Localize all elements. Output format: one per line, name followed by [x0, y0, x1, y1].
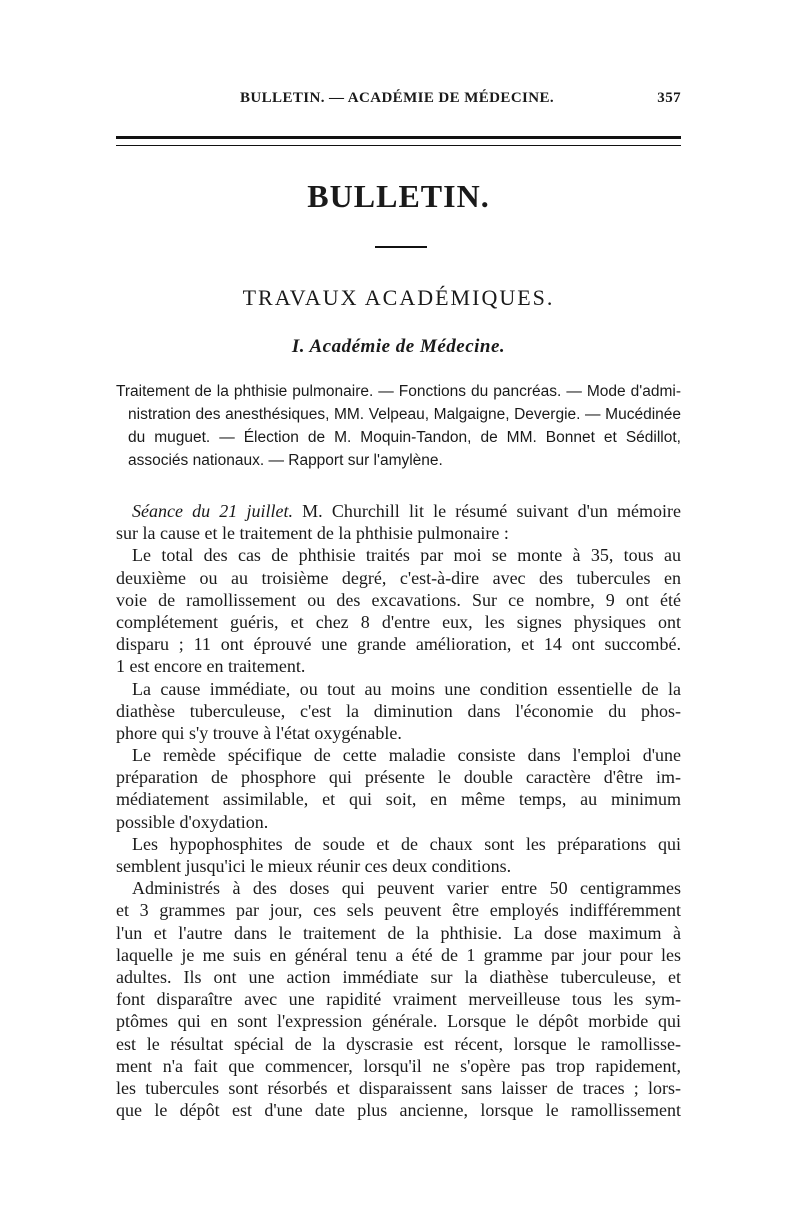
body-line: diathèse tuberculeuse, c'est la diminution dans l'économie du phos-	[116, 700, 681, 721]
body-line: complétement guéris, et chez 8 d'entre eux, les signes physiques ont	[116, 611, 681, 632]
body-line: Le remède spécifique de cette maladie consiste dans l'emploi d'une	[132, 745, 681, 766]
summary-line: Traitement de la phthisie pulmonaire. — Fonctions du pancréas. — Mode d'admi-	[116, 383, 681, 400]
body-line: disparu ; 11 ont éprouvé une grande amélioration, et 14 ont succombé.	[116, 634, 681, 655]
body-line: et 3 grammes par jour, ces sels peuvent être employés indifféremment	[116, 900, 681, 921]
body-line: médiatement assimilable, et qui soit, en même temps, au minimum	[116, 789, 681, 810]
body-line: que le dépôt est d'une date plus ancienne, lorsque le ramollissement	[116, 1100, 681, 1121]
summary-line: nistration des anesthésiques, MM. Velpeau, Malgaigne, Devergie. — Mucédinée	[128, 406, 681, 423]
body-line: ment n'a fait que commencer, lorsqu'il ne s'opère pas trop rapidement,	[116, 1055, 681, 1076]
body-line: préparation de phosphore qui présente le double caractère d'être im-	[116, 767, 681, 788]
body-line: deuxième ou au troisième degré, c'est-à-dire avec des tubercules en	[116, 567, 681, 588]
body-line: les tubercules sont résorbés et disparaissent sans laisser de traces ; lors-	[116, 1077, 681, 1098]
subsection-title: I. Académie de Médecine.	[291, 336, 506, 357]
page-number: 357	[657, 90, 681, 106]
body-line: phore qui s'y trouve à l'état oxygénable.	[116, 722, 402, 743]
summary-line: du muguet. — Élection de M. Moquin-Tandon, de MM. Bonnet et Sédillot,	[128, 429, 681, 446]
body-line: font disparaître avec une rapidité vraiment merveilleuse tous les sym-	[116, 989, 681, 1010]
body-text	[116, 500, 681, 1121]
summary-line: associés nationaux. — Rapport sur l'amylène.	[128, 452, 443, 469]
body-line: laquelle je me suis en général tenu a été de 1 gramme par jour pour les	[116, 944, 681, 965]
body-line: semblent jusqu'ici le mieux réunir ces deux conditions.	[116, 856, 512, 876]
section-title: TRAVAUX ACADÉMIQUES.	[242, 285, 555, 310]
seance-label: Séance du 21 juillet.	[132, 501, 293, 521]
header-rule	[116, 136, 681, 146]
body-line: est le résultat spécial de la dyscrasie est récent, lorsque le ramollisse-	[116, 1033, 681, 1054]
body-line	[116, 500, 681, 522]
body-line: 1 est encore en traitement.	[116, 656, 306, 677]
body-line: l'un et l'autre dans le traitement de la phthisie. La dose maximum à	[116, 922, 681, 943]
body-line-text: M. Churchill lit le résumé suivant d'un mémoire	[302, 501, 681, 521]
body-line: adultes. Ils ont une action immédiate sur la diathèse tuberculeuse, et	[116, 966, 681, 987]
body-line: ptômes qui en sont l'expression générale. Lorsque le dépôt morbide qui	[116, 1011, 681, 1032]
body-line: Administrés à des doses qui peuvent varier entre 50 centigrammes	[132, 878, 681, 899]
page-title: BULLETIN.	[307, 178, 490, 214]
body-line: Les hypophosphites de soude et de chaux sont les préparations qui	[132, 833, 681, 854]
running-title: BULLETIN. — ACADÉMIE DE MÉDECINE.	[240, 90, 555, 106]
title-divider	[375, 246, 427, 248]
running-header	[116, 90, 681, 114]
session-summary	[116, 380, 681, 472]
body-line: La cause immédiate, ou tout au moins une condition essentielle de la	[132, 678, 681, 699]
body-line: Le total des cas de phthisie traités par moi se monte à 35, tous au	[132, 545, 681, 566]
body-line: possible d'oxydation.	[116, 811, 269, 832]
body-line: sur la cause et le traitement de la phthisie pulmonaire :	[116, 523, 509, 544]
body-line: voie de ramollissement ou des excavations. Sur ce nombre, 9 ont été	[116, 589, 681, 610]
